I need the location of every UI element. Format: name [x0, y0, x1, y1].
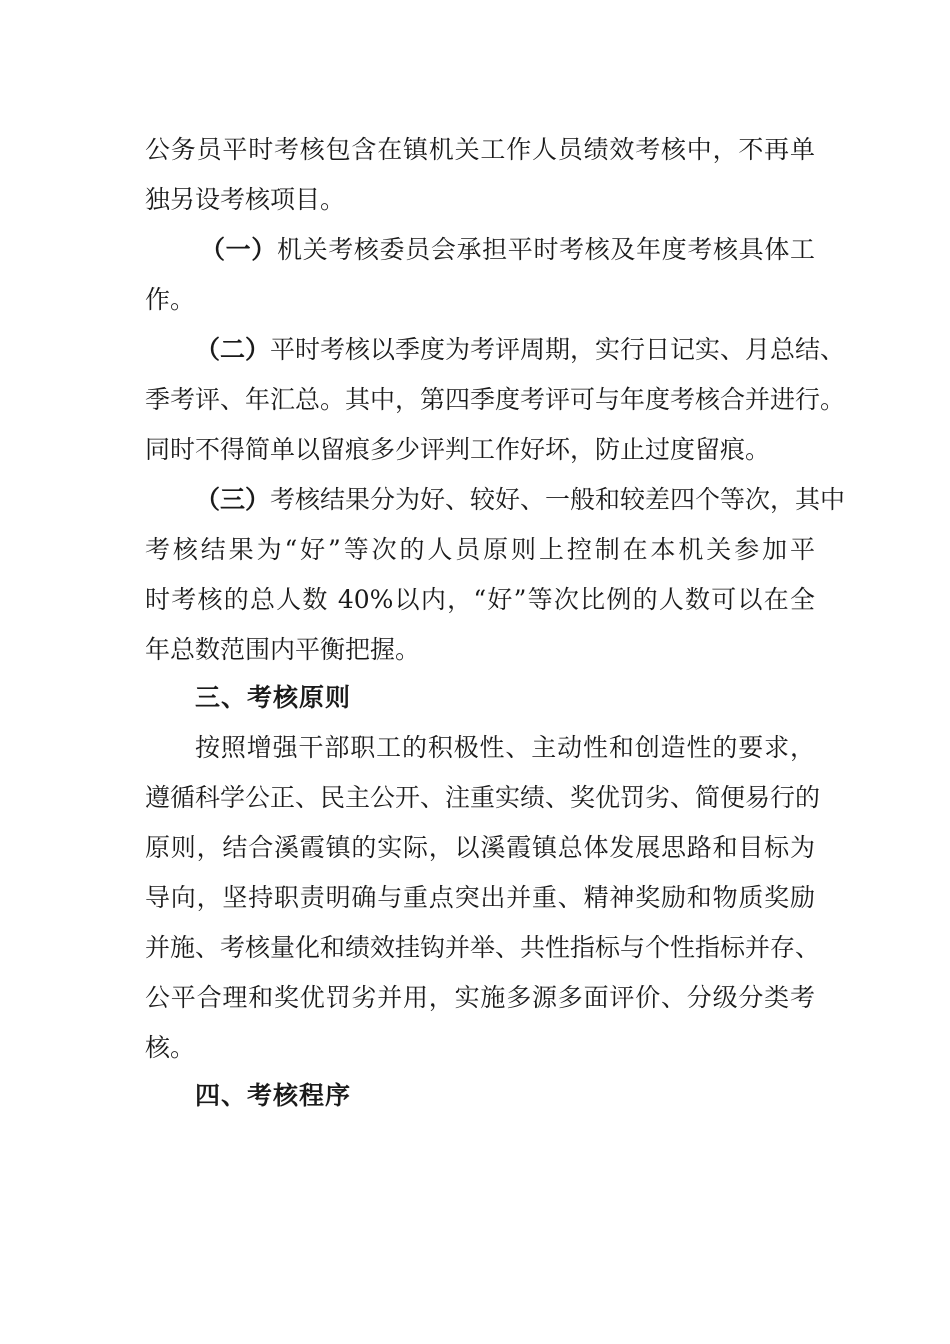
- paragraph-line: 年总数范围内平衡把握。: [145, 635, 421, 664]
- section-heading: 三、考核原则: [195, 683, 352, 712]
- section-heading: 四、考核程序: [195, 1081, 352, 1110]
- paragraph-line: 按照增强干部职工的积极性、主动性和创造性的要求，: [195, 733, 815, 762]
- item-text: 考核结果分为好、较好、一般和较差四个等次，其中: [270, 485, 846, 514]
- paragraph-line: 导向，坚持职责明确与重点突出并重、精神奖励和物质奖励: [145, 883, 815, 912]
- paragraph-line: 核。: [145, 1033, 196, 1062]
- paragraph-line: [200, 230, 815, 270]
- paragraph-line: 公务员平时考核包含在镇机关工作人员绩效考核中，不再单: [145, 135, 815, 164]
- paragraph-line: 时考核的总人数 40%以内，“好”等次比例的人数可以在全: [145, 585, 815, 614]
- paragraph-line: [195, 330, 846, 370]
- paragraph-line: 遵循科学公正、民主公开、注重实绩、奖优罚劣、简便易行的: [145, 783, 821, 812]
- paragraph-line: 季考评、年汇总。其中，第四季度考评可与年度考核合并进行。: [145, 385, 846, 414]
- paragraph-line: 独另设考核项目。: [145, 185, 346, 214]
- paragraph-line: [195, 480, 846, 520]
- item-number: （三）: [195, 485, 271, 514]
- item-number: （一）: [200, 235, 277, 264]
- paragraph-line: 原则，结合溪霞镇的实际，以溪霞镇总体发展思路和目标为: [145, 833, 815, 862]
- paragraph-line: 同时不得简单以留痕多少评判工作好坏，防止过度留痕。: [145, 435, 771, 464]
- item-text: 平时考核以季度为考评周期，实行日记实、月总结、: [270, 335, 846, 364]
- paragraph-line: 考核结果为“好”等次的人员原则上控制在本机关参加平: [145, 535, 815, 564]
- paragraph-line: 并施、考核量化和绩效挂钩并举、共性指标与个性指标并存、: [145, 933, 821, 962]
- paragraph-line: 公平合理和奖优罚劣并用，实施多源多面评价、分级分类考: [145, 983, 815, 1012]
- paragraph-line: 作。: [145, 285, 196, 314]
- item-text: 机关考核委员会承担平时考核及年度考核具体工: [276, 235, 815, 264]
- item-number: （二）: [195, 335, 271, 364]
